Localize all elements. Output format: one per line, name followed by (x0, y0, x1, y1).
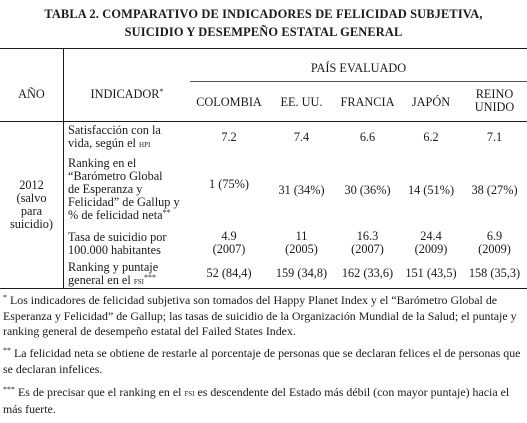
row-ranking-gallup-francia: 30 (36%) (344, 183, 391, 197)
pais-evaluado-header: PAÍS EVALUADO (310, 61, 407, 75)
country-header-japon: JAPÓN (411, 95, 451, 109)
table-title-line-2: SUICIDIO Y DESEMPEÑO ESTATAL GENERAL (124, 25, 403, 39)
row-suicidio-japon: 24.4 (2009) (414, 229, 448, 256)
table-top-rule (0, 48, 527, 49)
country-header-eeuu: EE. UU. (280, 95, 323, 109)
row-fsi-colombia: 52 (84,4) (206, 266, 252, 280)
row-fsi-eeuu: 159 (34,8) (275, 266, 328, 280)
row-ranking-gallup-eeuu: 31 (34%) (278, 183, 325, 197)
row-suicidio-eeuu: 11 (2005) (285, 229, 318, 256)
row-fsi-label: Ranking y puntaje general en el fsi*** (68, 260, 159, 287)
table-title (0, 5, 527, 41)
row-suicidio-reino-unido: 6.9 (2009) (478, 229, 511, 256)
row-ranking-gallup-label: Ranking en el “Barómetro Global de Esperanza y Felicidad” de Gallup y % de felicidad neta** (68, 156, 180, 222)
row-satisfaccion-reino-unido: 7.1 (486, 130, 503, 144)
row-suicidio-label: Tasa de suicidio por 100.000 habitantes (68, 230, 167, 257)
pais-evaluado-rule (190, 81, 527, 82)
row-fsi-reino-unido: 158 (35,3) (468, 266, 521, 280)
column-divider (63, 48, 64, 288)
row-ranking-gallup-japon: 14 (51%) (407, 183, 455, 197)
ano-header: AÑO (18, 87, 45, 101)
table-bottom-rule (0, 288, 527, 289)
row-satisfaccion-japon: 6.2 (423, 130, 439, 144)
country-header-francia: FRANCIA (340, 95, 395, 109)
country-header-colombia: COLOMBIA (196, 95, 262, 109)
year-cell: 2012 (salvo para suicidio) (9, 178, 54, 231)
row-satisfaccion-colombia: 7.2 (221, 130, 237, 144)
row-suicidio-francia: 16.3 (2007) (351, 229, 384, 256)
row-satisfaccion-francia: 6.6 (359, 130, 376, 144)
row-fsi-japon: 151 (43,5) (405, 266, 457, 280)
row-ranking-gallup-reino-unido: 38 (27%) (471, 183, 518, 197)
row-satisfaccion-label: Satisfacción con la vida, según el hpi (68, 123, 161, 150)
row-ranking-gallup-colombia: 1 (75%) (209, 177, 249, 191)
row-satisfaccion-eeuu: 7.4 (293, 130, 310, 144)
header-bottom-rule (0, 121, 527, 122)
footnote-2: ** La felicidad neta se obtiene de restarle al porcentaje de personas que se declaran felices el de personas que se declaran infelices. (3, 346, 521, 376)
indicador-header: INDICADOR* (90, 87, 164, 101)
footnote-1: * Los indicadores de felicidad subjetiva son tomados del Happy Planet Index y el “Barómetro Global de Esperanza y Felicidad” de Gallup; las tasas de suicidio de la Organización Mundial de la Salud; el puntaje y ranking general de desempeño estatal del Failed States Index. (3, 293, 517, 338)
row-fsi-francia: 162 (33,6) (341, 266, 394, 280)
row-suicidio-colombia: 4.9 (2007) (212, 229, 246, 256)
table-title-line-1: TABLA 2. COMPARATIVO DE INDICADORES DE FELICIDAD SUBJETIVA, (44, 7, 483, 21)
country-header-reino-unido: REINO UNIDO (474, 87, 515, 114)
footnote-3: *** Es de precisar que el ranking en el fsi es descendente del Estado más débil (con mayor puntaje) hacia el más fuerte. (3, 385, 510, 416)
